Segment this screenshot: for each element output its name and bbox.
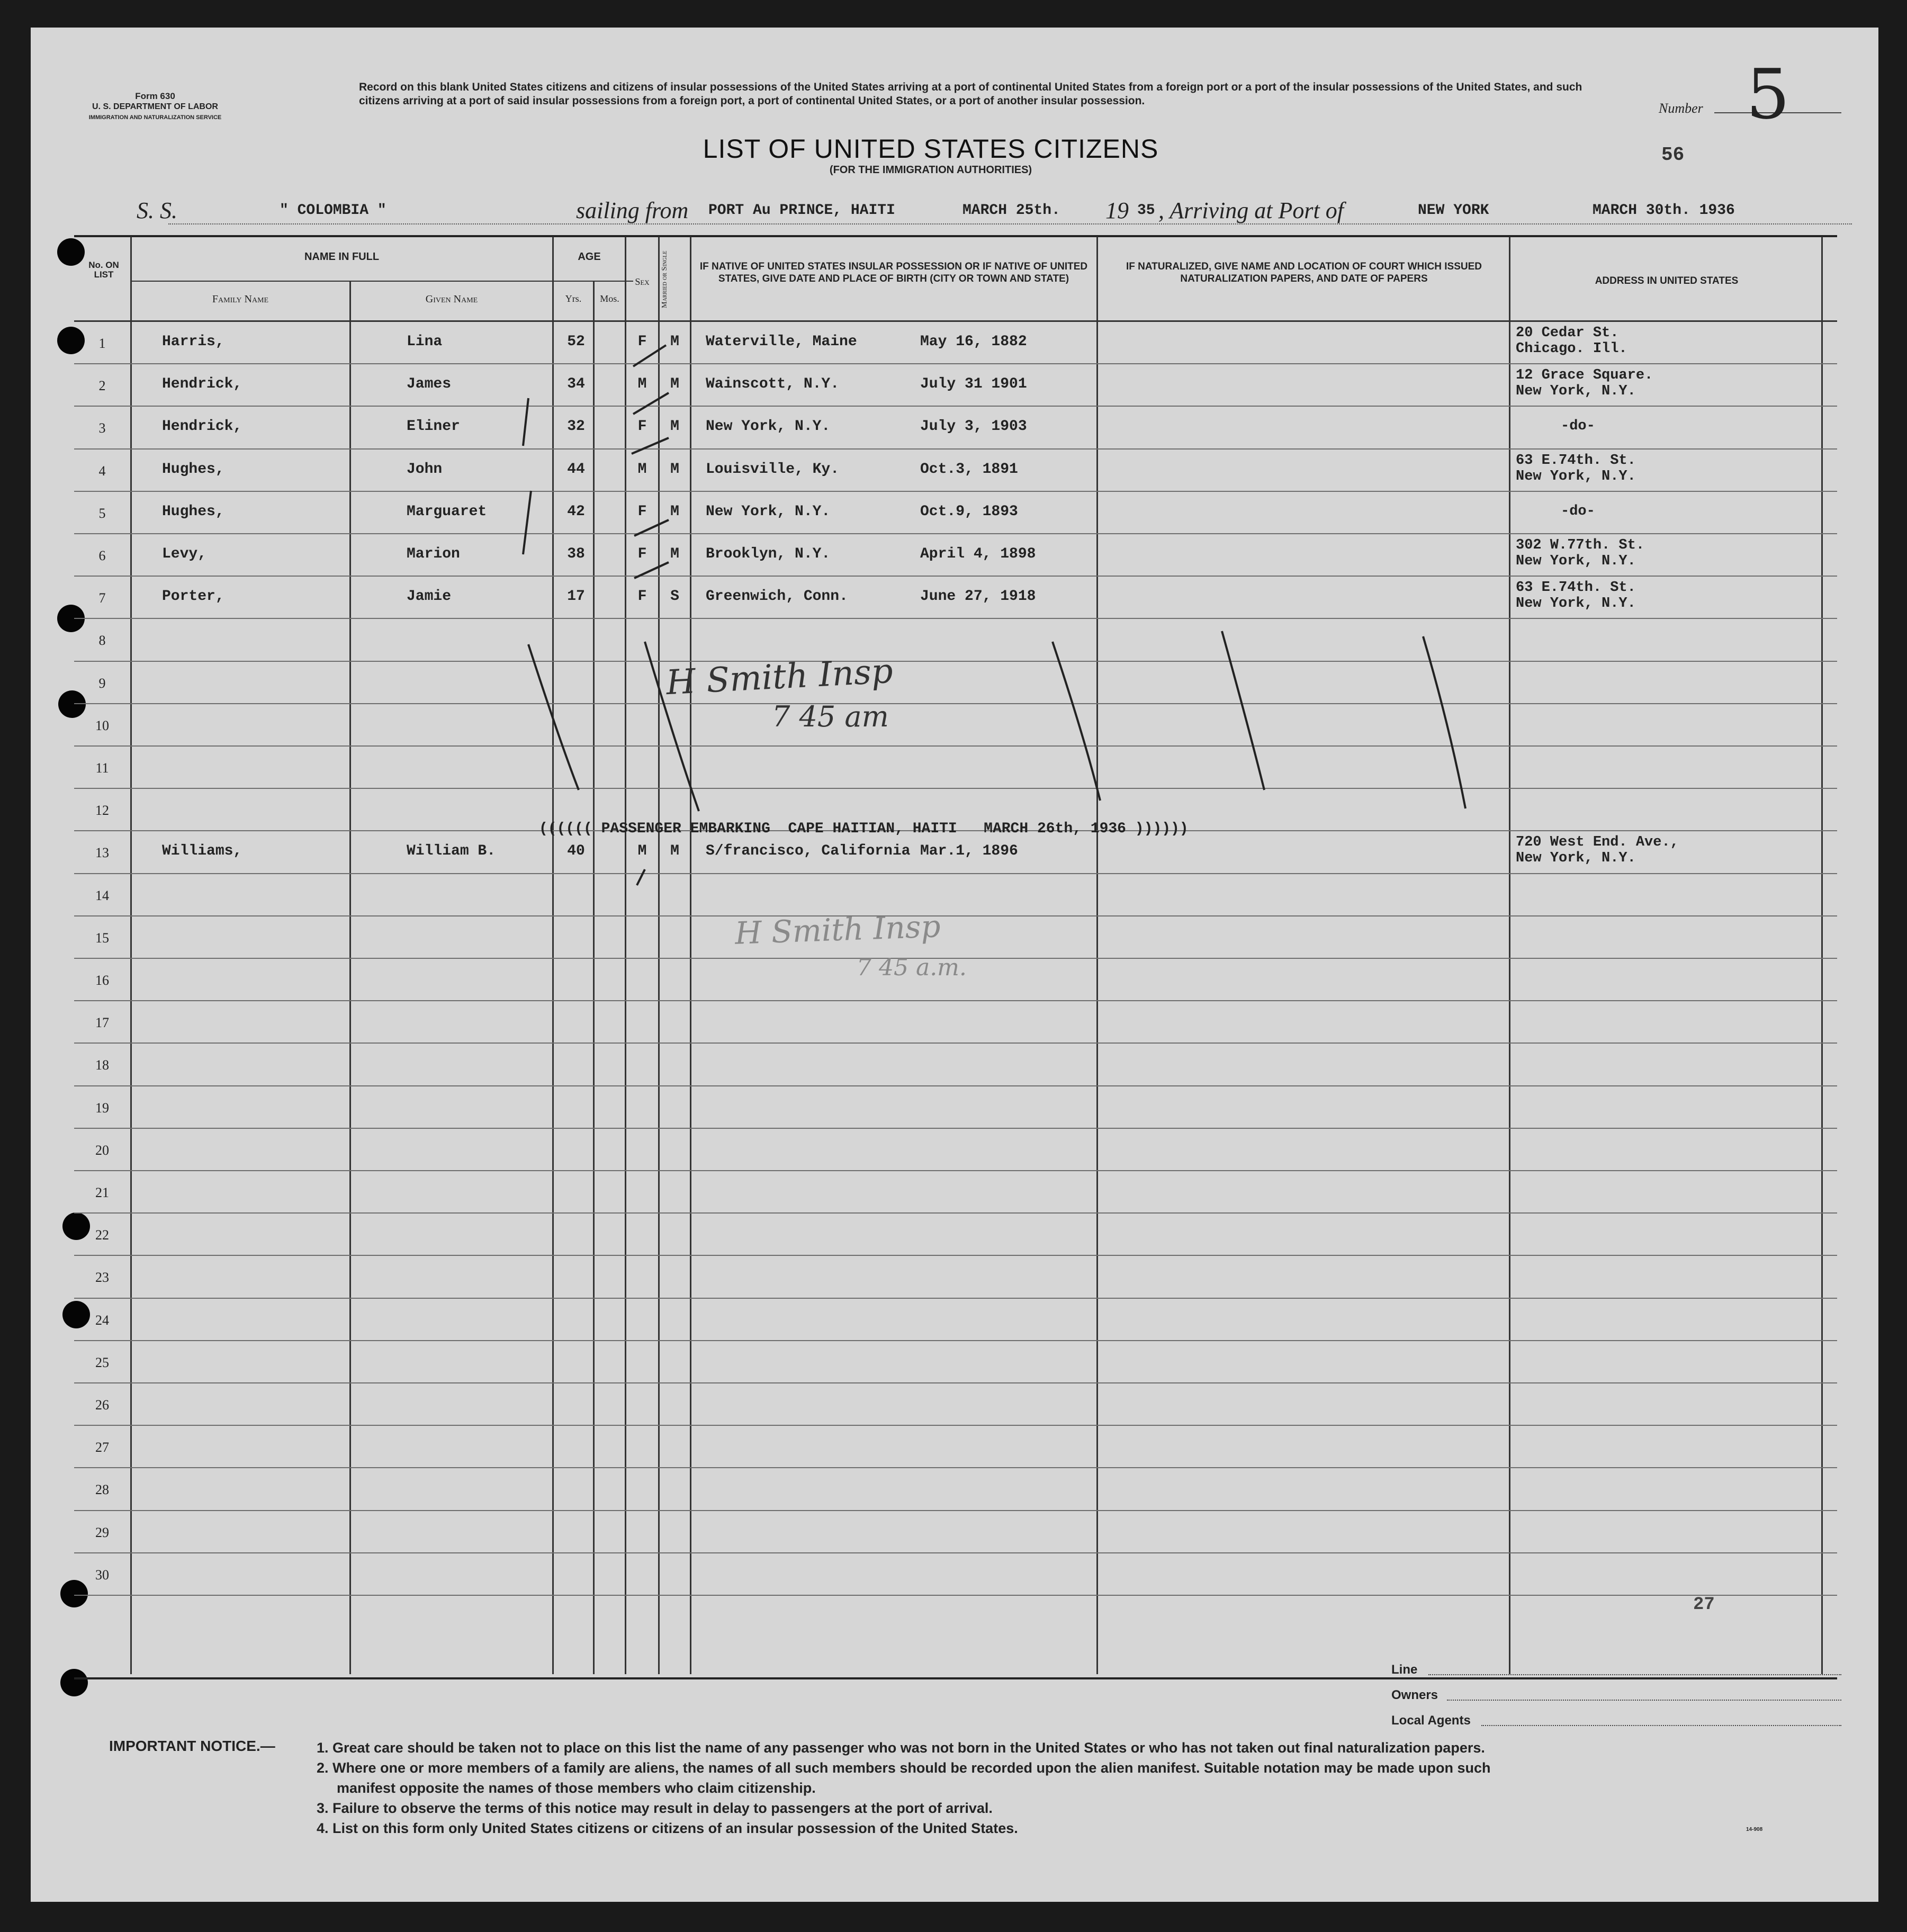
cell-date: Mar.1, 1896 bbox=[920, 843, 1018, 860]
cell-given: John bbox=[407, 461, 443, 478]
line-underline bbox=[1428, 1674, 1841, 1675]
arrival-port: NEW YORK bbox=[1418, 202, 1489, 219]
inspector-signature-1: H Smith Insp bbox=[665, 651, 894, 703]
row-number: 1 bbox=[98, 336, 106, 351]
cell-sex: F bbox=[637, 334, 647, 350]
sailing-from-label: sailing from bbox=[576, 197, 689, 223]
cell-date: May 16, 1882 bbox=[920, 334, 1027, 350]
row-number: 10 bbox=[95, 717, 109, 733]
row-number: 18 bbox=[95, 1057, 109, 1073]
header-name-in-full: NAME IN FULL bbox=[304, 251, 380, 263]
row-number: 11 bbox=[95, 760, 109, 776]
owners-label: Owners bbox=[1391, 1688, 1438, 1702]
header-naturalized: IF NATURALIZED, GIVE NAME AND LOCATION OF COURT WHICH ISSUED NATURALIZATION PAPERS, AND DATE OF PAPERS bbox=[1126, 261, 1482, 284]
header-address: ADDRESS IN UNITED STATES bbox=[1595, 275, 1739, 286]
ss-label: S. S. bbox=[137, 197, 177, 223]
arrival-date: MARCH 30th. 1936 bbox=[1593, 202, 1735, 219]
row-number: 7 bbox=[98, 590, 106, 606]
embark-note: (((((( PASSENGER EMBARKING CAPE HAITIAN, HAITI MARCH 26th, 1936 )))))) bbox=[539, 821, 1189, 837]
header-family-name: Family Name bbox=[212, 293, 269, 305]
cell-yrs: 34 bbox=[567, 376, 585, 393]
cell-yrs: 44 bbox=[567, 461, 585, 478]
row-number: 29 bbox=[95, 1524, 109, 1540]
row-number: 8 bbox=[98, 633, 106, 649]
header-married-single: Married or Single bbox=[661, 250, 669, 308]
header-mos: Mos. bbox=[600, 293, 619, 304]
cell-given: Jamie bbox=[407, 588, 452, 605]
cell-given: Lina bbox=[407, 334, 443, 350]
row-number: 17 bbox=[95, 1015, 109, 1031]
cell-place: Waterville, Maine bbox=[706, 334, 857, 350]
local-agents-underline bbox=[1481, 1725, 1841, 1726]
inspector-signature-2: H Smith Insp bbox=[734, 908, 941, 951]
tick-mark bbox=[634, 562, 669, 578]
cell-family: Hendrick, bbox=[162, 418, 242, 435]
line-label: Line bbox=[1391, 1663, 1418, 1677]
cell-yrs: 38 bbox=[567, 546, 585, 562]
tick-mark bbox=[634, 520, 669, 536]
row-number: 15 bbox=[95, 930, 109, 946]
row-number: 19 bbox=[95, 1100, 109, 1116]
cell-address-line2: Chicago. Ill. bbox=[1516, 341, 1627, 357]
local-agents-label: Local Agents bbox=[1391, 1713, 1471, 1728]
cell-place: New York, N.Y. bbox=[706, 418, 831, 435]
cell-place: S/francisco, California bbox=[706, 843, 911, 860]
cell-date: July 3, 1903 bbox=[920, 418, 1027, 435]
cell-ms: M bbox=[670, 418, 679, 435]
cell-date: June 27, 1918 bbox=[920, 588, 1036, 605]
row-number: 22 bbox=[95, 1227, 109, 1243]
row-number: 24 bbox=[95, 1312, 109, 1328]
cell-family: Hughes, bbox=[162, 461, 224, 478]
cancel-stroke bbox=[1222, 631, 1264, 790]
row-number: 16 bbox=[95, 973, 109, 988]
check-mark bbox=[523, 491, 531, 554]
cell-date: Oct.9, 1893 bbox=[920, 503, 1018, 520]
cell-ms: M bbox=[670, 546, 679, 562]
cell-given: Eliner bbox=[407, 418, 460, 435]
cell-sex: M bbox=[637, 461, 647, 478]
page-stamp: 56 bbox=[1661, 144, 1685, 166]
notice-item: 1. Great care should be taken not to place on this list the name of any passenger who was not born in the United States or who has not taken out final naturalization papers. bbox=[317, 1740, 1485, 1756]
cancel-stroke bbox=[528, 644, 579, 790]
cell-place: Wainscott, N.Y. bbox=[706, 376, 840, 393]
cell-address-line1: -do- bbox=[1561, 418, 1595, 435]
ship-name: " COLOMBIA " bbox=[280, 202, 386, 219]
cell-sex: M bbox=[637, 376, 647, 393]
row-number: 25 bbox=[95, 1354, 109, 1370]
notice-item: 2. Where one or more members of a family are aliens, the names of all such members should be recorded upon the alien manifest. Suitable notation may be made upon such bbox=[317, 1760, 1491, 1776]
header-no-on-list: No. ON LIST bbox=[88, 260, 119, 280]
cell-sex: F bbox=[637, 418, 647, 435]
cell-address-line1: 720 West End. Ave., bbox=[1516, 834, 1679, 851]
cell-family: Hughes, bbox=[162, 503, 224, 520]
departure-port: PORT Au PRINCE, HAITI bbox=[708, 202, 895, 219]
header-native-birth: IF NATIVE OF UNITED STATES INSULAR POSSESSION OR IF NATIVE OF UNITED STATES, GIVE DATE AND PLACE OF BIRTH (CITY OR TOWN AND STATE) bbox=[699, 261, 1088, 284]
row-number: 27 bbox=[95, 1440, 109, 1455]
tick-mark bbox=[633, 345, 666, 366]
cell-family: Hendrick, bbox=[162, 376, 242, 393]
cell-ms: M bbox=[670, 461, 679, 478]
cell-family: Levy, bbox=[162, 546, 207, 562]
cell-place: Greenwich, Conn. bbox=[706, 588, 848, 605]
row-number: 6 bbox=[98, 548, 106, 563]
cell-sex: F bbox=[637, 588, 647, 605]
cell-given: James bbox=[407, 376, 452, 393]
row-number: 4 bbox=[98, 463, 106, 479]
number-label: Number bbox=[1659, 101, 1703, 116]
cell-ms: M bbox=[670, 334, 679, 350]
service-name: IMMIGRATION AND NATURALIZATION SERVICE bbox=[88, 114, 222, 121]
inspector-time-2: 7 45 a.m. bbox=[857, 954, 967, 981]
cell-family: Harris, bbox=[162, 334, 224, 350]
sheet-stamp: 27 bbox=[1693, 1595, 1715, 1615]
row-number: 21 bbox=[95, 1185, 109, 1200]
cell-address-line2: New York, N.Y. bbox=[1516, 850, 1636, 867]
list-number: 5 bbox=[1746, 54, 1790, 134]
cell-yrs: 52 bbox=[567, 334, 585, 350]
header-age: AGE bbox=[578, 251, 601, 263]
manifest-sheet bbox=[31, 28, 1878, 1902]
department-name: U. S. DEPARTMENT OF LABOR bbox=[92, 102, 218, 111]
year-prefix: 19 bbox=[1105, 197, 1129, 223]
header-given-name: Given Name bbox=[425, 293, 478, 305]
cell-sex: M bbox=[637, 843, 647, 860]
cell-address-line2: New York, N.Y. bbox=[1516, 553, 1636, 569]
cell-ms: M bbox=[670, 503, 679, 520]
cell-address-line1: 20 Cedar St. bbox=[1516, 325, 1619, 341]
cell-address-line1: 12 Grace Square. bbox=[1516, 367, 1653, 384]
row-number: 2 bbox=[98, 378, 106, 394]
cell-address-line1: -do- bbox=[1561, 503, 1595, 519]
notice-list bbox=[317, 1738, 1852, 1838]
form-title: LIST OF UNITED STATES CITIZENS bbox=[703, 134, 1159, 164]
cell-date: April 4, 1898 bbox=[920, 546, 1036, 562]
cell-ms: M bbox=[670, 843, 679, 860]
arriving-label: , Arriving at Port of bbox=[1158, 197, 1344, 223]
cell-place: Brooklyn, N.Y. bbox=[706, 546, 831, 562]
form-instruction: Record on this blank United States citizens and citizens of insular possessions of the United States arriving at a port of continental United States from a foreign port or a port of the insular possessions of the United States, and such citizens arriving at a port of said insular possessions from a foreign port, a port of continental United States, or a port of another insular possession. bbox=[359, 81, 1582, 107]
header-yrs: Yrs. bbox=[565, 293, 582, 304]
tick-mark bbox=[637, 869, 645, 885]
owners-underline bbox=[1447, 1700, 1841, 1701]
departure-date: MARCH 25th. bbox=[963, 202, 1060, 219]
tick-mark bbox=[632, 438, 669, 454]
header-sex: Sex bbox=[635, 276, 650, 287]
cell-place: Louisville, Ky. bbox=[706, 461, 840, 478]
cell-place: New York, N.Y. bbox=[706, 503, 831, 520]
cell-yrs: 17 bbox=[567, 588, 585, 605]
notice-label: IMPORTANT NOTICE.— bbox=[109, 1738, 275, 1754]
cell-family: Porter, bbox=[162, 588, 224, 605]
cell-ms: S bbox=[670, 588, 679, 605]
cell-address-line2: New York, N.Y. bbox=[1516, 468, 1636, 484]
cell-yrs: 40 bbox=[567, 843, 585, 860]
cell-ms: M bbox=[670, 376, 679, 393]
print-code: 14-908 bbox=[1746, 1827, 1763, 1832]
cell-yrs: 42 bbox=[567, 503, 585, 520]
cell-family: Williams, bbox=[162, 843, 242, 860]
cell-address-line2: New York, N.Y. bbox=[1516, 383, 1636, 400]
cell-sex: F bbox=[637, 546, 647, 562]
cell-date: July 31 1901 bbox=[920, 376, 1027, 393]
row-number: 23 bbox=[95, 1270, 109, 1286]
cell-yrs: 32 bbox=[567, 418, 585, 435]
form-number: Form 630 bbox=[135, 91, 175, 101]
cell-address-line1: 63 E.74th. St. bbox=[1516, 452, 1636, 469]
tick-mark bbox=[633, 393, 669, 414]
inspector-time-1: 7 45 am bbox=[772, 700, 889, 733]
cell-given: Marion bbox=[407, 546, 460, 562]
cancel-stroke bbox=[1423, 636, 1465, 808]
row-number: 9 bbox=[98, 675, 106, 691]
row-number: 14 bbox=[95, 887, 109, 903]
row-number: 5 bbox=[98, 505, 106, 521]
notice-item: manifest opposite the names of those members who claim citizenship. bbox=[337, 1780, 816, 1796]
cancel-stroke bbox=[1053, 642, 1100, 801]
departure-year: 35 bbox=[1137, 202, 1155, 219]
cell-sex: F bbox=[637, 503, 647, 520]
cell-date: Oct.3, 1891 bbox=[920, 461, 1018, 478]
cell-given: Marguaret bbox=[407, 503, 487, 520]
check-mark bbox=[523, 398, 528, 446]
notice-item: 3. Failure to observe the terms of this notice may result in delay to passengers at the port of arrival. bbox=[317, 1800, 993, 1816]
row-number: 3 bbox=[98, 420, 106, 436]
row-number: 30 bbox=[95, 1567, 109, 1583]
row-number: 26 bbox=[95, 1397, 109, 1413]
cell-address-line1: 302 W.77th. St. bbox=[1516, 537, 1645, 553]
cell-given: William B. bbox=[407, 843, 496, 860]
form-subtitle: (FOR THE IMMIGRATION AUTHORITIES) bbox=[829, 164, 1032, 176]
cell-address-line2: New York, N.Y. bbox=[1516, 596, 1636, 612]
row-number: 20 bbox=[95, 1142, 109, 1158]
row-number: 28 bbox=[95, 1482, 109, 1498]
cell-address-line1: 63 E.74th. St. bbox=[1516, 580, 1636, 596]
row-number: 12 bbox=[95, 803, 109, 819]
notice-item: 4. List on this form only United States citizens or citizens of an insular possession of the United States. bbox=[317, 1820, 1018, 1836]
row-number: 13 bbox=[95, 845, 109, 861]
